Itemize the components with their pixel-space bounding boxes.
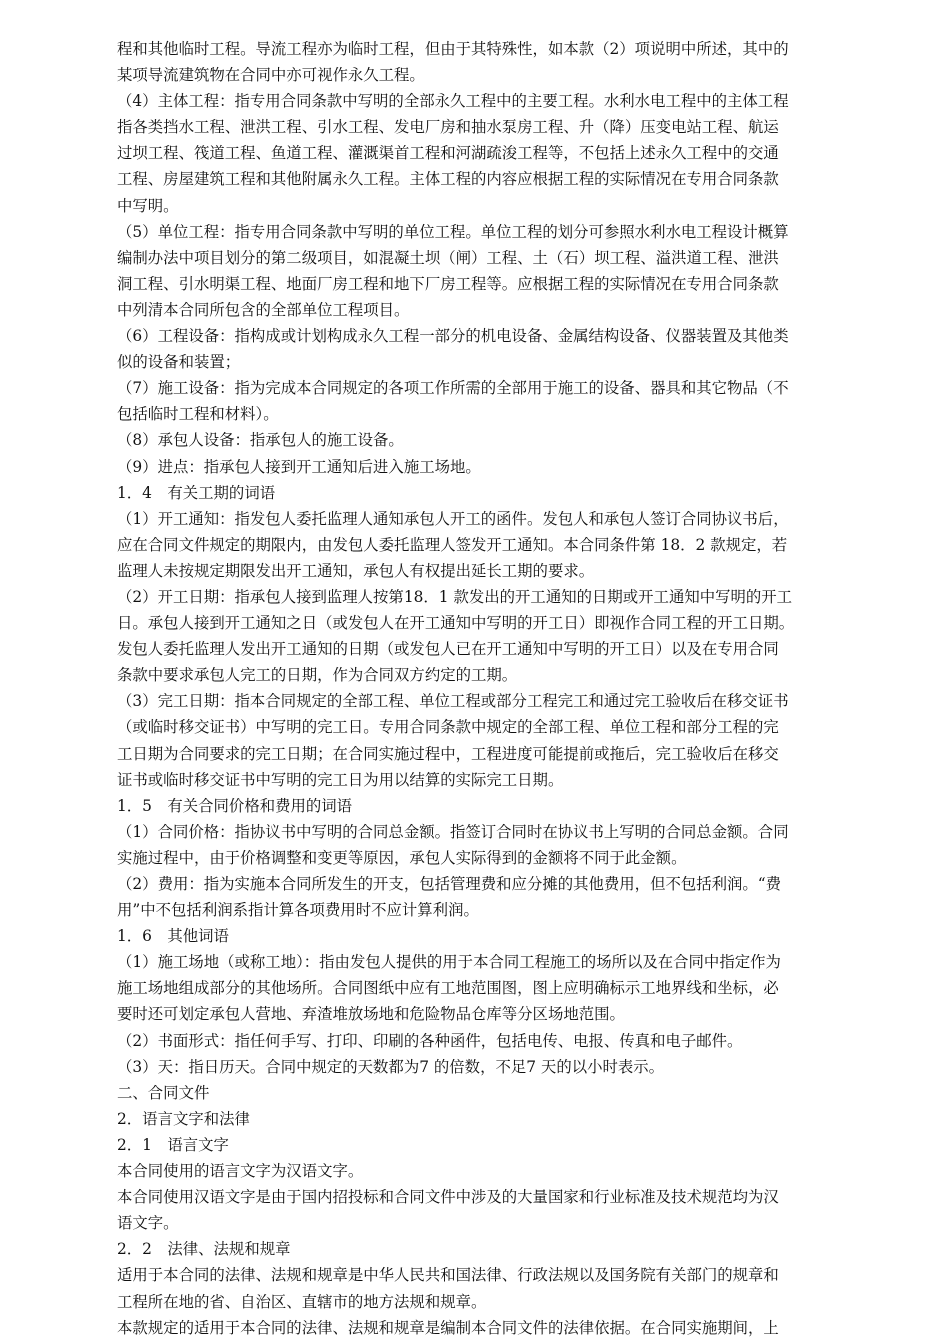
heading-language-and-law: 2．语言文字和法律 bbox=[117, 1109, 250, 1128]
paragraph-language-statement: 本合同使用的语言文字为汉语文字。 bbox=[117, 1162, 364, 1181]
paragraph-legal-basis: 本款规定的适用于本合同的法律、法规和规章是编制本合同文件的法律依据。在合同实施期间，上 bbox=[117, 1318, 779, 1337]
paragraph-construction-equipment: （7）施工设备：指为完成本合同规定的各项工作所需的全部用于施工的设备、器具和其它物品（不 包括临时工程和材料）。 bbox=[117, 379, 789, 424]
paragraph-cost: （2）费用：指为实施本合同所发生的开支，包括管理费和应分摊的其他费用，但不包括利润。“费 用”中不包括利润系指计算各项费用时不应计算利润。 bbox=[117, 875, 782, 920]
heading-laws-and-regulations: 2．2 法律、法规和规章 bbox=[117, 1240, 291, 1259]
paragraph-contract-price: （1）合同价格：指协议书中写明的合同总金额。指签订合同时在协议书上写明的合同总金额。合同 实施过程中，由于价格调整和变更等原因，承包人实际得到的金额将不同于此金额。 bbox=[117, 822, 789, 867]
paragraph-applicable-laws: 适用于本合同的法律、法规和规章是中华人民共和国法律、行政法规以及国务院有关部门的规章和 工程所在地的省、自治区、直辖市的地方法规和规章。 bbox=[117, 1266, 779, 1311]
paragraph-site-entry: （9）进点：指承包人接到开工通知后进入施工场地。 bbox=[117, 457, 481, 476]
paragraph-language-reason: 本合同使用汉语文字是由于国内招投标和合同文件中涉及的大量国家和行业标准及技术规范均为汉 语文字。 bbox=[117, 1188, 779, 1233]
heading-language: 2．1 语言文字 bbox=[117, 1135, 229, 1154]
paragraph-commencement-date: （2）开工日期：指承包人接到监理人按第18．1 款发出的开工通知的日期或开工通知中写明的开工 日。承包人接到开工通知之日（或发包人在开工通知中写明的开工日）即视作合同工程的开工日期。 发包人委托监理人发出开工通知的日期（或发包人已在开工通知中写明的开工日）以及在专用合同 条款中要求承包人完工的日期，作为合同双方约定的工期。 bbox=[117, 587, 795, 685]
paragraph-temporary-works-continued: 程和其他临时工程。导流工程亦为临时工程，但由于其特殊性，如本款（2）项说明中所述，其中的 某项导流建筑物在合同中亦可视作永久工程。 bbox=[117, 40, 789, 85]
heading-contract-documents: 二、合同文件 bbox=[117, 1083, 210, 1102]
paragraph-unit-works: （5）单位工程：指专用合同条款中写明的单位工程。单位工程的划分可参照水利水电工程设计概算 编制办法中项目划分的第二级项目，如混凝土坝（闸）工程、土（石）坝工程、溢洪道工程、泄洪 洞工程、引水明渠工程、地面厂房工程和地下厂房工程等。应根据工程的实际情况在专用合同条款 中列清本合同所包含的全部单位工程项目。 bbox=[117, 222, 789, 319]
heading-construction-period-terms: 1．4 有关工期的词语 bbox=[117, 483, 276, 502]
paragraph-written-form: （2）书面形式：指任何手写、打印、印刷的各种函件，包括电传、电报、传真和电子邮件。 bbox=[117, 1031, 743, 1050]
paragraph-day: （3）天：指日历天。合同中规定的天数都为7 的倍数，不足7 天的以小时表示。 bbox=[117, 1057, 665, 1076]
paragraph-completion-date: （3）完工日期：指本合同规定的全部工程、单位工程或部分工程完工和通过完工验收后在移交证书 （或临时移交证书）中写明的完工日。专用合同条款中规定的全部工程、单位工程和部分工程的完 工日期为合同要求的完工日期；在合同实施过程中，工程进度可能提前或拖后，完工验收后在移交 证书或临时移交证书中写明的完工日为用以结算的实际完工日期。 bbox=[117, 692, 789, 789]
document-page bbox=[117, 36, 851, 1341]
paragraph-contractor-equipment: （8）承包人设备：指承包人的施工设备。 bbox=[117, 431, 404, 450]
paragraph-commencement-notice: （1）开工通知：指发包人委托监理人通知承包人开工的函件。发包人和承包人签订合同协议书后， 应在合同文件规定的期限内，由发包人委托监理人签发开工通知。本合同条件第 18．2 款规定，若 监理人未按规定期限发出开工通知，承包人有权提出延长工期的要求。 bbox=[117, 509, 789, 580]
paragraph-main-works: （4）主体工程：指专用合同条款中写明的全部永久工程中的主要工程。水利水电工程中的主体工程 指各类挡水工程、泄洪工程、引水工程、发电厂房和抽水泵房工程、升（降）压变电站工程、航运 过坝工程、筏道工程、鱼道工程、灌溉渠首工程和河湖疏浚工程等，不包括上述永久工程中的交通 工程、房屋建筑工程和其他附属永久工程。主体工程的内容应根据工程的实际情况在专用合同条款 中写明。 bbox=[117, 92, 789, 215]
heading-price-and-cost-terms: 1．5 有关合同价格和费用的词语 bbox=[117, 796, 353, 815]
paragraph-construction-site: （1）施工场地（或称工地）：指由发包人提供的用于本合同工程施工的场所以及在合同中指定作为 施工场地组成部分的其他场所。合同图纸中应有工地范围图，图上应明确标示工地界线和坐标，必 要时还可划定承包人营地、弃渣堆放场地和危险物品仓库等分区场地范围。 bbox=[117, 953, 781, 1024]
heading-other-terms: 1．6 其他词语 bbox=[117, 927, 229, 946]
paragraph-engineering-equipment: （6）工程设备：指构成或计划构成永久工程一部分的机电设备、金属结构设备、仪器装置及其他类 似的设备和装置； bbox=[117, 327, 789, 372]
